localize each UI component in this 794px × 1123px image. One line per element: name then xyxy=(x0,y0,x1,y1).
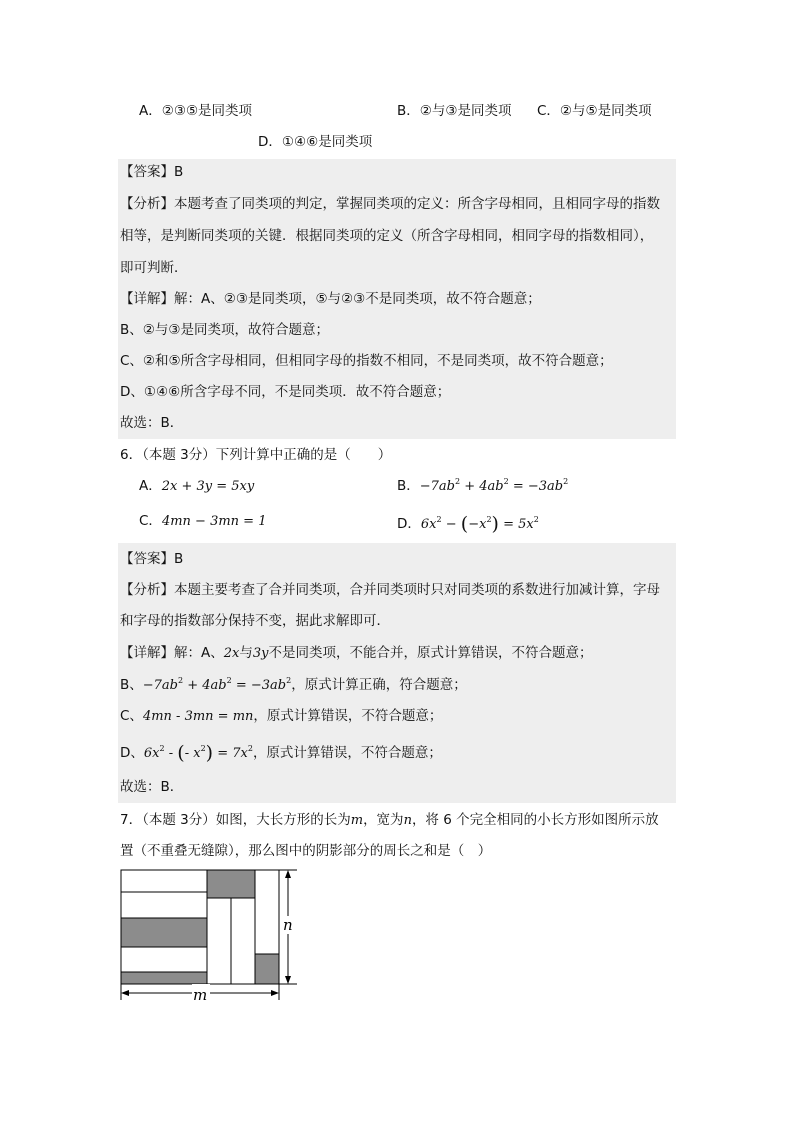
q5-analysis-line-3: 即可判断． xyxy=(120,260,188,276)
q6-option-c-formula: 4mn − 3mn = 1 xyxy=(161,514,267,529)
q7-stem-line-2: 置（不重叠无缝隙），那么图中的阴影部分的周长之和是（ ） xyxy=(120,843,492,859)
q6-detail-line-4: D、$6x^2$ - (- $x^2) = 7x^2$，原式计算错误，不符合题意； xyxy=(120,742,442,764)
q5-analysis-line-1: 【分析】本题考查了同类项的判定，掌握同类项的定义：所含字母相同，且相同字母的指数 xyxy=(120,196,660,212)
q6-stem: 6．（本题 3分）下列计算中正确的是（ ） xyxy=(120,447,392,463)
q6-option-d-label: D． xyxy=(397,516,421,532)
dimension-n-arrowhead-top xyxy=(285,870,291,878)
q6-option-b-formula: $-7ab^2 + 4ab^2 = -3ab^2$ xyxy=(419,477,569,494)
q6-option-d-formula: $6x^2 - (-x^2) = 5x^2$ xyxy=(420,513,539,535)
dimension-m-arrowhead-left xyxy=(121,990,129,996)
q6-option-b-label: B． xyxy=(397,478,420,494)
dimension-n-arrowhead-bottom xyxy=(285,976,291,984)
q5-answer: 【答案】B xyxy=(120,164,184,180)
q5-analysis-line-2: 相等，是判断同类项的关键．根据同类项的定义（所含字母相同，相同字母的指数相同）， xyxy=(120,228,654,244)
q5-option-c: C．②与⑤是同类项 xyxy=(537,103,652,119)
q5-detail-line-4: D、①④⑥所含字母不同，不是同类项．故不符合题意； xyxy=(120,384,451,400)
q5-option-d: D．①④⑥是同类项 xyxy=(258,134,373,150)
dimension-m-arrowhead-right xyxy=(271,990,279,996)
q6-option-c-label: C． xyxy=(139,513,162,529)
q7-rectangle-figure xyxy=(117,866,307,1006)
q6-option-d xyxy=(397,515,539,534)
q5-option-b: B．②与③是同类项 xyxy=(397,103,512,119)
q6-detail-line-3: C、4mn - 3mn = mn，原式计算错误，不符合题意； xyxy=(120,708,443,724)
q5-detail-line-1: 【详解】解：A、②③是同类项，⑤与②③不是同类项，故不符合题意； xyxy=(120,291,541,307)
dimension-n-label: n xyxy=(283,916,293,934)
q6-choice: 故选：B． xyxy=(120,779,184,795)
q5-option-a: A．②③⑤是同类项 xyxy=(139,103,253,119)
q6-option-c xyxy=(139,515,266,529)
q6-answer: 【答案】B xyxy=(120,551,184,567)
q5-detail-line-2: B、②与③是同类项，故符合题意； xyxy=(120,322,329,338)
q6-option-b xyxy=(397,477,569,494)
shaded-region-bottom-right xyxy=(255,954,279,984)
dimension-m-label: m xyxy=(193,986,208,1004)
q6-option-a-formula: 2x + 3y = 5xy xyxy=(161,479,255,494)
q6-analysis-line-2: 和字母的指数部分保持不变，据此求解即可． xyxy=(120,613,390,629)
q6-analysis-line-1: 【分析】本题主要考查了合并同类项，合并同类项时只对同类项的系数进行加减计算，字母 xyxy=(120,582,660,598)
q6-detail-line-1: 【详解】解：A、2x与3y不是同类项，不能合并，原式计算错误，不符合题意； xyxy=(120,645,593,661)
shaded-region-left-middle xyxy=(121,918,207,947)
q5-choice: 故选：B． xyxy=(120,415,184,431)
shaded-region-top-center xyxy=(207,870,255,898)
q6-option-a-label: A． xyxy=(139,478,162,494)
q6-option-a xyxy=(139,480,254,494)
shaded-region-left-bottom xyxy=(121,972,207,984)
q5-detail-line-3: C、②和⑤所含字母相同，但相同字母的指数不相同，不是同类项，故不符合题意； xyxy=(120,353,613,369)
q7-stem-line-1: 7．（本题 3分）如图，大长方形的长为m，宽为n，将 6 个完全相同的小长方形如图所示放 xyxy=(120,812,659,828)
q6-detail-line-2: B、$-7ab^2 + 4ab^2 = -3ab^2$，原式计算正确，符合题意； xyxy=(120,676,467,693)
